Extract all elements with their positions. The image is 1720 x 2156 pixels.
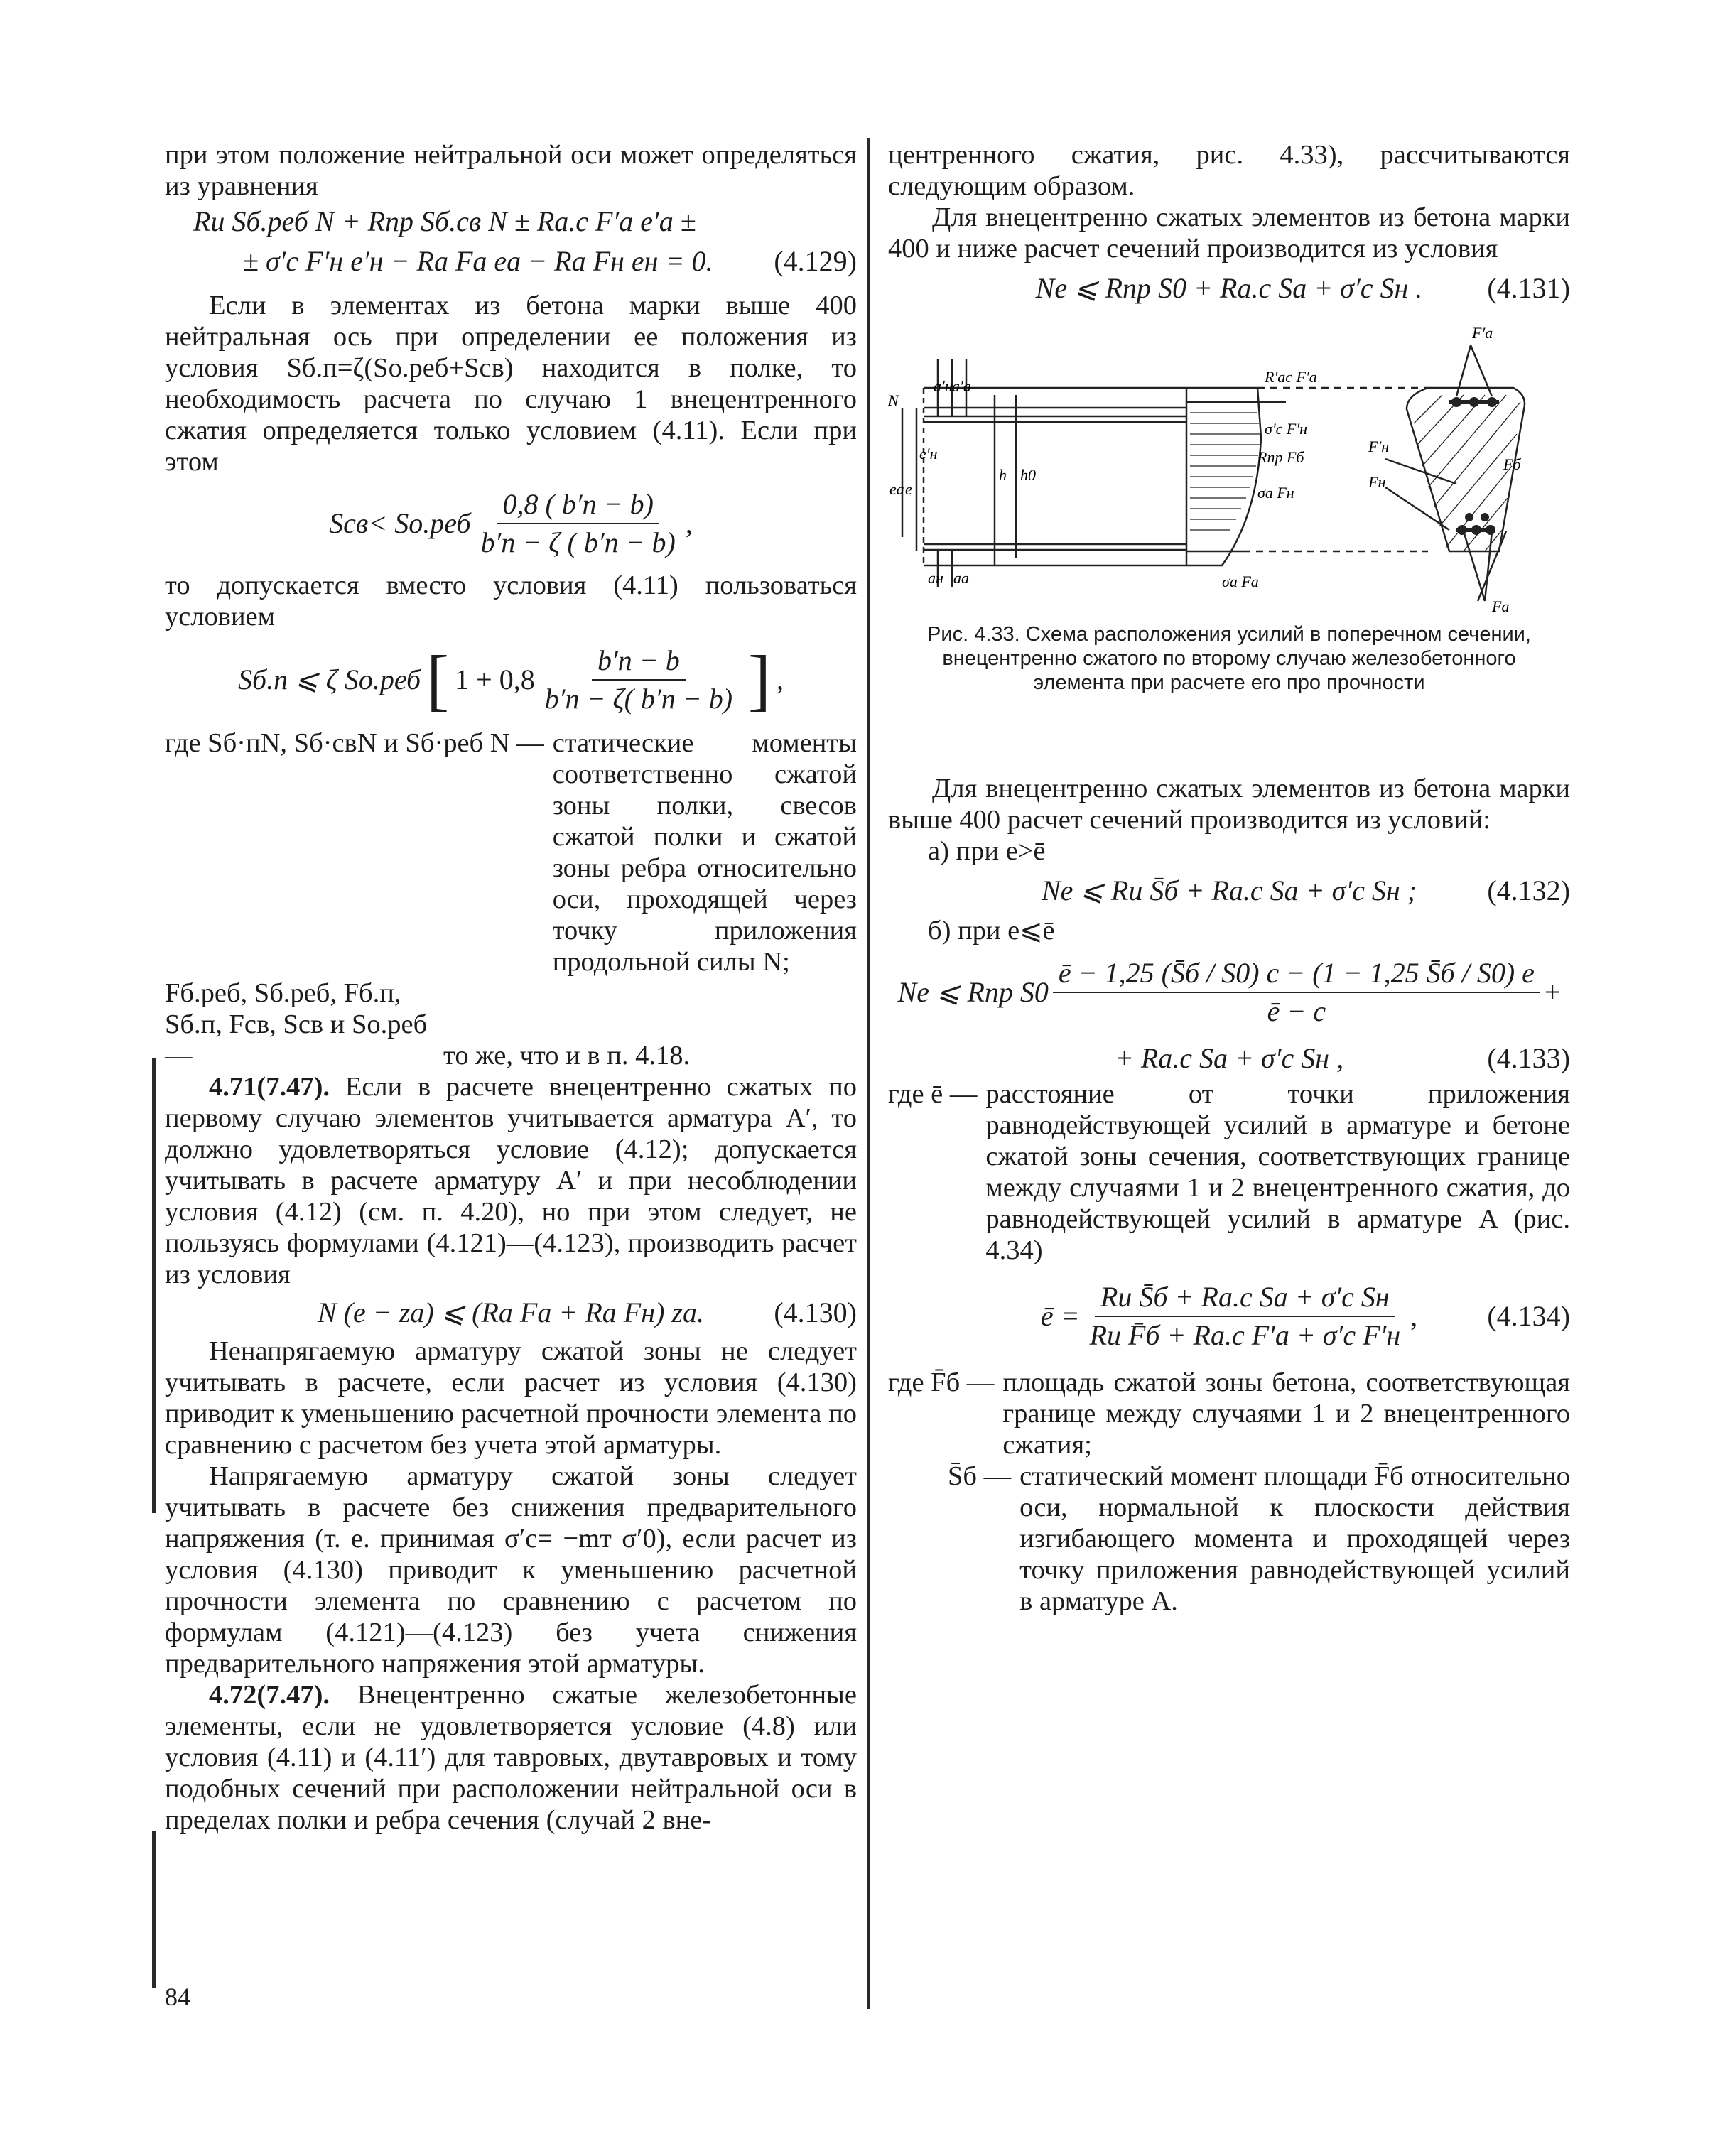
- plus-sign: +: [1544, 976, 1561, 1008]
- punctuation: ,: [1410, 1300, 1418, 1332]
- figure-label: N: [888, 391, 899, 409]
- figure-label: σ′с F′н: [1265, 420, 1308, 438]
- formula-text: Ne ⩽ Rпр S0 + Rа.с Sа + σ′с Sн .: [1035, 272, 1423, 304]
- punctuation: ,: [685, 507, 693, 539]
- formula-4-133-line2: [888, 1039, 1570, 1078]
- formula-4-133-line1: [888, 946, 1570, 1039]
- section-heading: 4.72(7.47).: [209, 1680, 330, 1710]
- one-plus: 1 + 0,8: [455, 663, 535, 695]
- denominator: b′п − ζ( b′п − b): [544, 683, 733, 715]
- figure-label: σа Fа: [1222, 573, 1259, 590]
- definition-1: [165, 727, 857, 977]
- option-a: а) при e>ē: [928, 836, 1046, 866]
- left-column: [165, 139, 857, 1836]
- formula-4-131: [888, 264, 1570, 313]
- formula-4-129-line2: [165, 242, 857, 281]
- formula-text: + Rа.с Sа + σ′с Sн ,: [1114, 1042, 1344, 1074]
- paragraph: Для внецентренно сжатых элементов из бетона марки выше 400 расчет сечений производится из условий:: [888, 774, 1570, 835]
- definition-text: расстояние от точки приложения равнодействующей усилий в арматуре и бетоне сжатой зоны сечения, соответствующих границе между случаями 1 и 2 внецентренного сжатия, до равнодействующей усилий в арматуре A (рис. 4.34): [985, 1079, 1570, 1265]
- section-heading: 4.71(7.47).: [209, 1072, 330, 1102]
- equation-number: (4.131): [1487, 272, 1570, 304]
- revision-bar-472: [152, 1831, 156, 1988]
- right-column: [888, 139, 1570, 1617]
- definition-label: где Sб·пN, Sб·свN и Sб·реб N —: [165, 728, 544, 758]
- section-4-71: [165, 1071, 857, 1290]
- bracket-right: ]: [748, 641, 771, 717]
- equation-number: (4.130): [774, 1296, 857, 1328]
- formula-4-132: [888, 867, 1570, 915]
- figure-label: a′а: [952, 377, 971, 395]
- figure-label: eа: [889, 480, 904, 498]
- figure-label: σа Fн: [1257, 484, 1294, 502]
- figure-label: e: [905, 480, 912, 498]
- numerator: ē − 1,25 (S̄б / S0) c − (1 − 1,25 S̄б / S0) e: [1053, 958, 1540, 993]
- definition-text: площадь сжатой зоны бетона, соответствующая границе между случаями 1 и 2 внецентренного сжатия;: [1002, 1367, 1570, 1460]
- definition-4: [888, 1367, 1570, 1461]
- fraction: [1084, 1282, 1407, 1351]
- definition-label: где F̄б —: [888, 1367, 995, 1397]
- condition-2: [165, 632, 857, 727]
- figure-caption: Рис. 4.33. Схема расположения усилий в поперечном сечении, внецентренно сжатого по второму случаю железобетонного элемента при расчете его про прочности: [927, 623, 1531, 694]
- paragraph: центренного сжатия, рис. 4.33), рассчитываются следующим образом.: [888, 140, 1570, 201]
- paragraph: при этом положение нейтральной оси может определяться из уравнения: [165, 140, 857, 201]
- figure-label: e′н: [919, 445, 938, 462]
- figure-label: Fа: [1492, 597, 1510, 615]
- paragraph: Для внецентренно сжатых элементов из бетона марки 400 и ниже расчет сечений производится из условия: [888, 202, 1570, 264]
- figure-label: F′а: [1472, 324, 1493, 342]
- equation-number: (4.133): [1487, 1042, 1570, 1074]
- revision-bar-471: [152, 1058, 156, 1513]
- figure-label: Fн: [1368, 473, 1386, 491]
- figure-label: Rпр Fб: [1257, 448, 1304, 466]
- formula-text: Ne ⩽ Rи S̄б + Rа.с Sа + σ′с Sн ;: [1041, 874, 1417, 906]
- section-text: Внецентренно сжатые железобетонные элементы, если не удовлетворяется условие (4.8) или условия (4.11) и (4.11′) для тавровых, двутавровых и тому подобных сечений при расположении нейтральной оси в пределах полки и ребра сечения (случай 2 вне-: [165, 1680, 857, 1835]
- definition-label: Fб.реб, Sб.реб, Fб.п, Sб.п, Fсв, Sсв и Sо.реб —: [165, 978, 428, 1071]
- fraction: [539, 645, 738, 715]
- paragraph: Если в элементах из бетона марки выше 400 нейтральная ось при определении ее положения из условия Sб.п=ζ(Sо.реб+Sсв) находится в полке, то необходимость расчета по случаю 1 внецентренного сжатия определяется только условием (4.11). Если при этом: [165, 291, 857, 477]
- paragraph: Напрягаемую арматуру сжатой зоны следует учитывать в расчете без снижения предварительного напряжения (т. е. принимая σ′с= −mт σ′0), если расчет из условия (4.130) приводит к уменьшению расчетной прочности элемента по сравнению с расчетом по формулам (4.121)—(4.123) без учета снижения предварительного напряжения этой арматуры.: [165, 1461, 857, 1679]
- paragraph: Ненапрягаемую арматуру сжатой зоны не следует учитывать в расчете, если расчет из условия (4.130) приводит к уменьшению расчетной прочности элемента по сравнению с расчетом без учета этой арматуры.: [165, 1336, 857, 1460]
- condition-1: [165, 477, 857, 570]
- equation-number: (4.129): [774, 245, 857, 277]
- formula-4-134: [888, 1266, 1570, 1367]
- definition-5: [888, 1461, 1570, 1617]
- denominator: b′п − ζ ( b′п − b): [480, 526, 676, 558]
- section-4-72: [165, 1679, 857, 1836]
- figure-label: h: [999, 466, 1007, 484]
- punctuation: ,: [777, 663, 784, 695]
- figure-label: a′н: [934, 377, 953, 395]
- formula-text: N (e − zа) ⩽ (Rа Fа + Rа Fн) zа.: [318, 1296, 704, 1328]
- definition-text: то же, что и в п. 4.18.: [443, 1041, 691, 1071]
- formula-lhs: Ne ⩽ Rпр S0: [897, 976, 1049, 1008]
- bracket-left: [: [426, 641, 450, 717]
- formula-4-129-line1: [165, 202, 857, 242]
- figure-label: Fб: [1503, 455, 1521, 473]
- page-number: 84: [165, 1983, 190, 2011]
- figure-4-33: [888, 317, 1570, 615]
- definition-2: [165, 977, 857, 1071]
- definition-3: [888, 1078, 1570, 1266]
- formula-text: Rи Sб.реб N + Rпр Sб.св N ± Rа.с F′а e′а ±: [193, 205, 696, 237]
- section-text: Если в расчете внецентренно сжатых по первому случаю элементов учитывается арматура A′, то должно удовлетворяться условие (4.12); допускается учитывать в расчете арматуру A′ и при несоблюдении условия (4.12) (см. п. 4.20), но при этом следует, не пользуясь формулами (4.121)—(4.123), производить расчет из условия: [165, 1072, 858, 1289]
- figure-label: F′н: [1368, 438, 1390, 455]
- numerator: b′п − b: [592, 645, 686, 681]
- equation-number: (4.132): [1487, 874, 1570, 906]
- definition-label: где ē —: [888, 1079, 978, 1109]
- numerator: Rи S̄б + Rа.с Sа + σ′с Sн: [1095, 1282, 1395, 1317]
- definition-label: S̄б —: [948, 1461, 1012, 1491]
- condition-lhs: Sб.п ⩽ ζ Sо.реб: [238, 663, 421, 695]
- column-divider: [867, 138, 870, 2009]
- option-b: б) при e⩽ē: [928, 916, 1055, 946]
- equation-number: (4.134): [1487, 1300, 1570, 1332]
- figure-label: aн: [928, 569, 943, 587]
- formula-lhs: ē =: [1040, 1300, 1080, 1332]
- formula-4-130: [165, 1290, 857, 1336]
- condition-lhs: Sсв< Sо.реб: [329, 507, 471, 539]
- denominator: Rи F̄б + Rа.с F′а + σ′с F′н: [1089, 1319, 1401, 1351]
- figure-label: h0: [1020, 466, 1036, 484]
- numerator: 0,8 ( b′п − b): [497, 489, 659, 524]
- formula-text: ± σ′с F′н e′н − Rа Fа eа − Rа Fн eн = 0.: [243, 245, 713, 277]
- fraction: [475, 489, 681, 558]
- fraction: [1053, 958, 1540, 1027]
- figure-label: R′ас F′а: [1265, 368, 1317, 386]
- definition-text: статические моменты соответственно сжатой зоны полки, свесов сжатой полки и сжатой зоны ребра относительно оси, проходящей через точку приложения продольной силы N;: [552, 728, 857, 977]
- definition-text: статический момент площади F̄б относительно оси, нормальной к плоскости действия изгибающего момента и проходящей через точку приложения равнодействующей усилий в арматуре A.: [1019, 1461, 1570, 1616]
- figure-label: aа: [953, 569, 969, 587]
- paragraph: то допускается вместо условия (4.11) пользоваться условием: [165, 570, 857, 632]
- denominator: ē − c: [1267, 995, 1326, 1027]
